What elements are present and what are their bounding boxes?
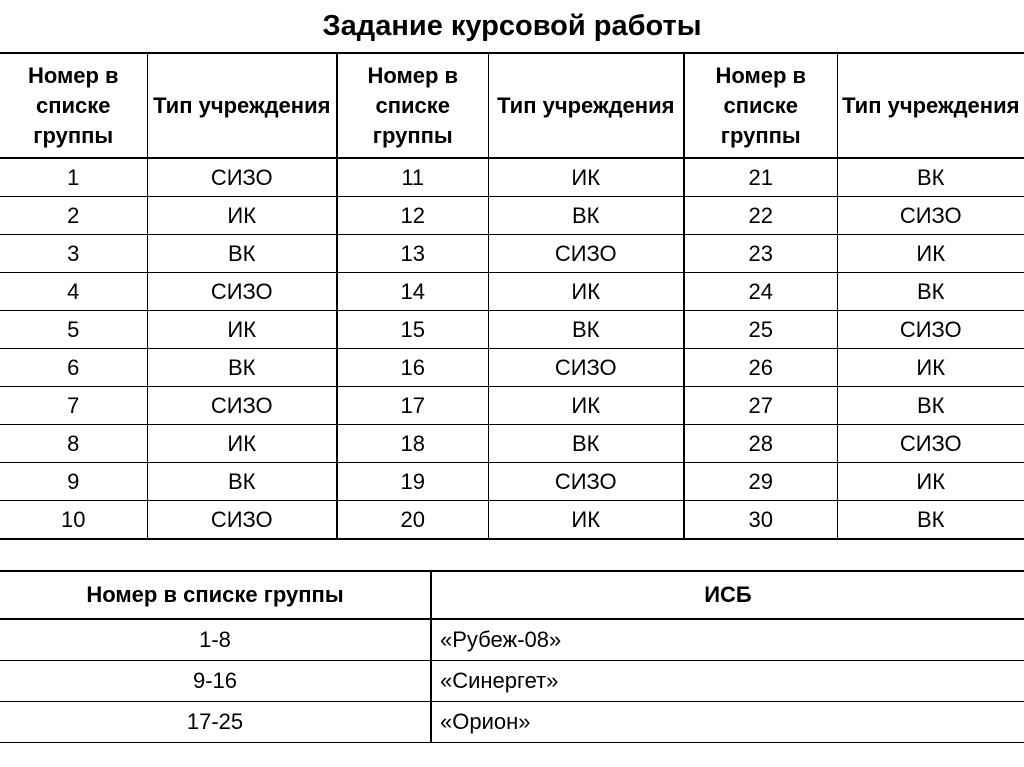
table-row [0,311,1024,349]
cell-institution-type: ИК [488,501,684,540]
cell-institution-type: СИЗО [147,387,337,425]
cell-list-number: 18 [337,425,488,463]
cell-institution-type: ИК [837,349,1024,387]
cell-institution-type: СИЗО [147,158,337,197]
table-row [0,273,1024,311]
cell-institution-type: СИЗО [147,273,337,311]
cell-list-number: 15 [337,311,488,349]
cell-institution-type: ВК [837,158,1024,197]
cell-institution-type: ВК [488,425,684,463]
cell-number-range: 1-8 [0,619,431,661]
cell-list-number: 9 [0,463,147,501]
table-row [0,349,1024,387]
cell-institution-type: ВК [488,197,684,235]
cell-list-number: 12 [337,197,488,235]
cell-list-number: 8 [0,425,147,463]
cell-isb-name: «Орион» [431,702,1024,743]
column-header-type: Тип учреждения [147,53,337,158]
isb-table [0,570,1024,743]
cell-list-number: 13 [337,235,488,273]
cell-list-number: 26 [684,349,837,387]
cell-institution-type: ИК [147,425,337,463]
table-header-row [0,571,1024,619]
table-row [0,501,1024,540]
cell-institution-type: ИК [488,273,684,311]
cell-list-number: 25 [684,311,837,349]
cell-institution-type: ИК [147,197,337,235]
cell-list-number: 11 [337,158,488,197]
cell-list-number: 1 [0,158,147,197]
cell-institution-type: ИК [837,235,1024,273]
cell-list-number: 29 [684,463,837,501]
cell-institution-type: ИК [837,463,1024,501]
page-title: Задание курсовой работы [322,10,702,42]
cell-institution-type: ВК [147,235,337,273]
institution-type-table [0,52,1024,540]
cell-institution-type: ВК [147,349,337,387]
cell-institution-type: ВК [147,463,337,501]
table-row [0,425,1024,463]
cell-list-number: 24 [684,273,837,311]
cell-list-number: 17 [337,387,488,425]
cell-list-number: 20 [337,501,488,540]
table-row [0,661,1024,702]
column-header-number: Номер в списке группы [0,53,147,158]
cell-institution-type: СИЗО [837,197,1024,235]
cell-list-number: 14 [337,273,488,311]
cell-list-number: 27 [684,387,837,425]
isb-table-body [0,619,1024,743]
cell-list-number: 19 [337,463,488,501]
column-header-type: Тип учреждения [837,53,1024,158]
table-row [0,158,1024,197]
cell-institution-type: СИЗО [837,425,1024,463]
cell-list-number: 6 [0,349,147,387]
cell-institution-type: СИЗО [488,235,684,273]
table-row [0,197,1024,235]
cell-institution-type: СИЗО [147,501,337,540]
cell-institution-type: ВК [488,311,684,349]
cell-list-number: 28 [684,425,837,463]
column-header-isb: ИСБ [431,571,1024,619]
cell-list-number: 10 [0,501,147,540]
cell-number-range: 9-16 [0,661,431,702]
cell-institution-type: ВК [837,273,1024,311]
table-row [0,702,1024,743]
column-header-number: Номер в списке группы [684,53,837,158]
cell-list-number: 2 [0,197,147,235]
cell-list-number: 4 [0,273,147,311]
cell-isb-name: «Рубеж-08» [431,619,1024,661]
cell-institution-type: СИЗО [488,463,684,501]
cell-list-number: 5 [0,311,147,349]
table-row [0,387,1024,425]
table-row [0,235,1024,273]
cell-list-number: 7 [0,387,147,425]
institution-type-table-body [0,158,1024,539]
table-header-row [0,53,1024,158]
table-row [0,463,1024,501]
cell-institution-type: ИК [147,311,337,349]
cell-institution-type: ВК [837,501,1024,540]
cell-list-number: 30 [684,501,837,540]
cell-list-number: 21 [684,158,837,197]
cell-institution-type: ВК [837,387,1024,425]
cell-institution-type: СИЗО [488,349,684,387]
cell-list-number: 22 [684,197,837,235]
column-header-number: Номер в списке группы [337,53,488,158]
column-header-number-range: Номер в списке группы [0,571,431,619]
cell-isb-name: «Синергет» [431,661,1024,702]
column-header-type: Тип учреждения [488,53,684,158]
cell-list-number: 3 [0,235,147,273]
cell-number-range: 17-25 [0,702,431,743]
cell-institution-type: ИК [488,158,684,197]
cell-institution-type: ИК [488,387,684,425]
cell-institution-type: СИЗО [837,311,1024,349]
table-row [0,619,1024,661]
cell-list-number: 16 [337,349,488,387]
cell-list-number: 23 [684,235,837,273]
